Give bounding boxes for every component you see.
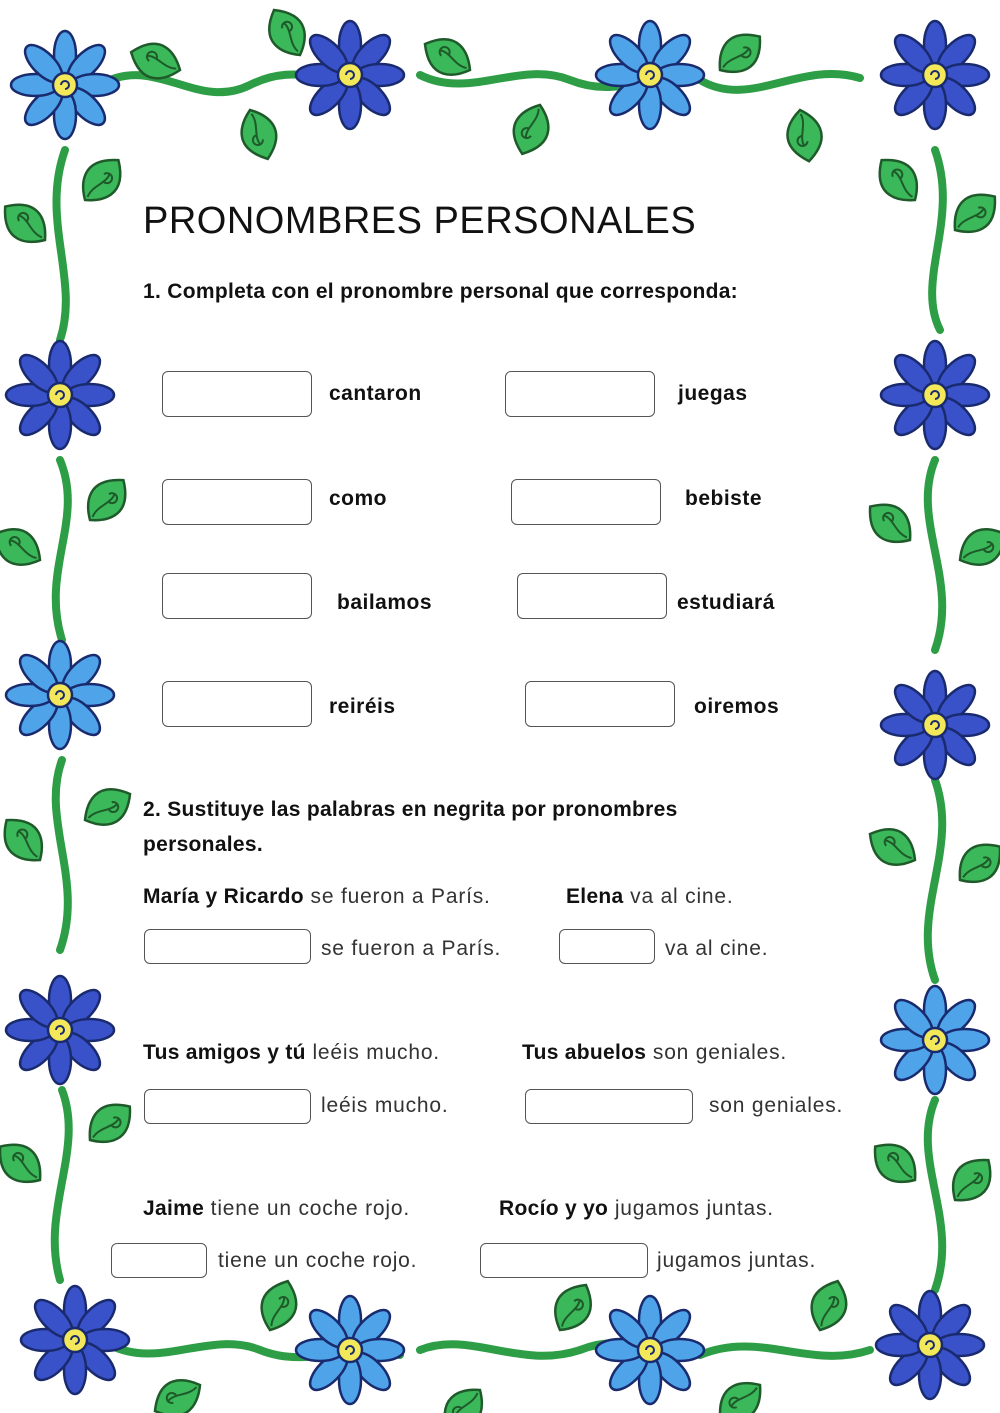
answer-box-jaime[interactable] — [111, 1243, 207, 1278]
sentence-rest: jugamos juntas. — [657, 1249, 817, 1272]
answer-box-rocio-y-yo[interactable] — [480, 1243, 648, 1278]
exercise-2-instruction-cont: personales. — [143, 833, 264, 856]
sentence: Tus amigos y tú leéis mucho. — [143, 1041, 440, 1064]
answer-box-cantaron[interactable] — [162, 371, 312, 417]
verb-label: oiremos — [694, 695, 780, 718]
sentence: Elena va al cine. — [566, 885, 734, 908]
answer-box-juegas[interactable] — [505, 371, 655, 417]
sentence-rest: tiene un coche rojo. — [218, 1249, 418, 1272]
sentence-rest: se fueron a París. — [321, 937, 502, 960]
answer-box-como[interactable] — [162, 479, 312, 525]
verb-label: juegas — [678, 382, 748, 405]
answer-box-elena[interactable] — [559, 929, 655, 964]
sentence-rest: leéis mucho. — [321, 1094, 449, 1117]
answer-box-bebiste[interactable] — [511, 479, 661, 525]
sentence: Jaime tiene un coche rojo. — [143, 1197, 410, 1220]
answer-box-estudiara[interactable] — [517, 573, 667, 619]
sentence: María y Ricardo se fueron a París. — [143, 885, 491, 908]
bold-words: Elena — [566, 885, 624, 908]
verb-label: bebiste — [685, 487, 763, 510]
bold-words: Tus abuelos — [522, 1041, 647, 1064]
exercise-2-instruction: 2. Sustituye las palabras en negrita por pronombres — [143, 798, 678, 821]
answer-box-reireis[interactable] — [162, 681, 312, 727]
answer-box-tus-amigos-y-tu[interactable] — [144, 1089, 311, 1124]
verb-label: cantaron — [329, 382, 422, 405]
bold-words: Rocío y yo — [499, 1197, 609, 1220]
bold-words: María y Ricardo — [143, 885, 304, 908]
verb-label: estudiará — [677, 591, 775, 614]
page-title: PRONOMBRES PERSONALES — [143, 200, 697, 242]
answer-box-maria-y-ricardo[interactable] — [144, 929, 311, 964]
sentence-rest: son geniales. — [709, 1094, 844, 1117]
bold-words: Tus amigos y tú — [143, 1041, 306, 1064]
exercise-1-instruction: 1. Completa con el pronombre personal que corresponda: — [143, 280, 738, 303]
answer-box-bailamos[interactable] — [162, 573, 312, 619]
verb-label: bailamos — [337, 591, 433, 614]
answer-box-oiremos[interactable] — [525, 681, 675, 727]
answer-box-tus-abuelos[interactable] — [525, 1089, 693, 1124]
verb-label: como — [329, 487, 388, 510]
sentence-rest: va al cine. — [665, 937, 769, 960]
sentence: Rocío y yo jugamos juntas. — [499, 1197, 774, 1220]
verb-label: reiréis — [329, 695, 396, 718]
sentence: Tus abuelos son geniales. — [522, 1041, 788, 1064]
bold-words: Jaime — [143, 1197, 205, 1220]
